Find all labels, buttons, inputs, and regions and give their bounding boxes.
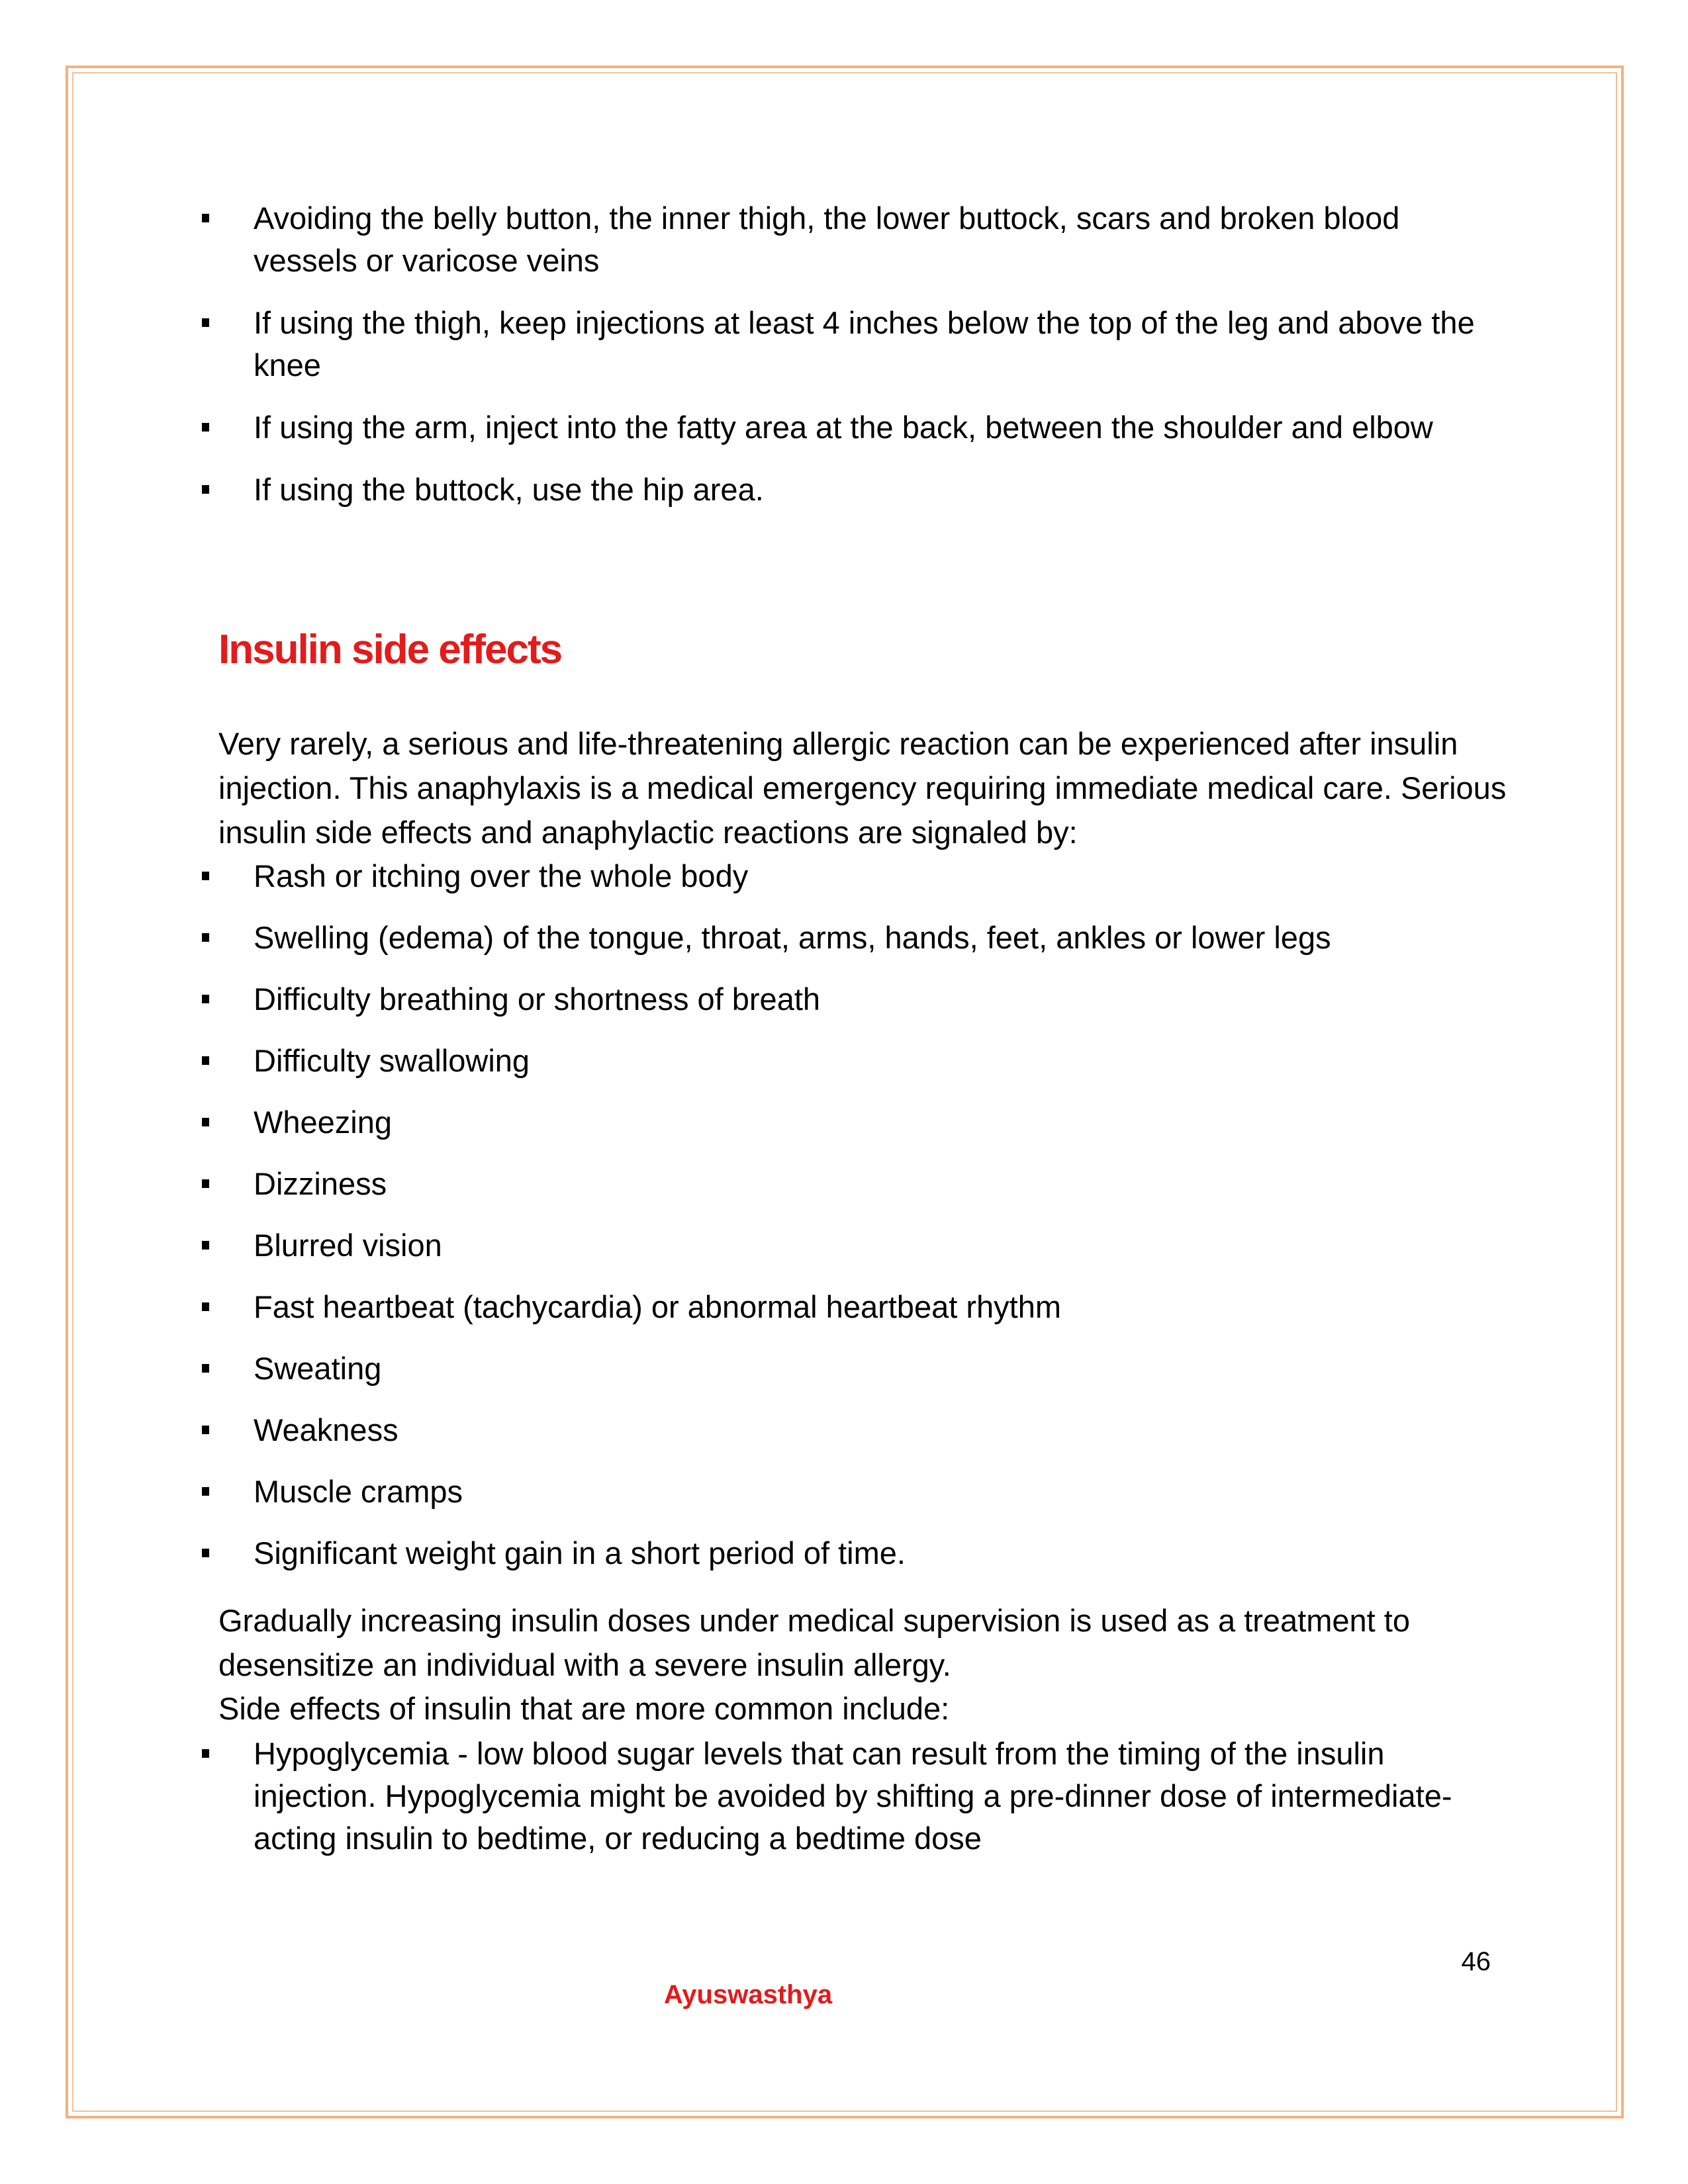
section-heading: Insulin side effects [218,627,562,672]
bullet-icon [202,1241,209,1250]
list-item [202,1532,1499,1574]
bullet-icon [202,318,209,327]
list-item-text: If using the thigh, keep injections at least 4 inches below the top of the leg and above the knee [254,305,1475,383]
list-item [202,197,1499,282]
footer-brand: Ayuswasthya [663,1980,833,2009]
bullet-icon [202,423,209,432]
list-item [202,1101,1499,1144]
bullet-icon [202,933,209,942]
bullet-icon [202,1487,209,1496]
bullet-icon [202,1749,209,1758]
list-item [202,302,1499,387]
list-item-text: Difficulty swallowing [254,1043,530,1078]
bullet-icon [202,1549,209,1557]
list-item [202,1286,1499,1328]
list-item [202,1040,1499,1082]
bullet-icon [202,1179,209,1188]
list-item-text: Weakness [254,1412,399,1447]
common-intro-paragraph: Side effects of insulin that are more common include: [218,1691,950,1726]
bullet-icon [202,995,209,1003]
desensitize-paragraph: Gradually increasing insulin doses under medical supervision is used as a treatment to desensitize an individual with a severe insulin allergy. [218,1603,1410,1682]
bullet-icon [202,1426,209,1434]
list-item [202,1471,1499,1513]
list-item [202,1733,1499,1860]
list-item-text: Rash or itching over the whole body [254,858,749,893]
list-item-text: Dizziness [254,1166,387,1201]
bullet-icon [202,485,209,494]
list-item-text: Significant weight gain in a short period of time. [254,1535,906,1570]
list-item-text: Muscle cramps [254,1474,463,1509]
bullet-icon [202,214,209,222]
list-item-text: Sweating [254,1351,382,1386]
list-item-text: Difficulty breathing or shortness of breath [254,981,821,1017]
list-item-text: Avoiding the belly button, the inner thigh, the lower buttock, scars and broken blood vessels or varicose veins [254,201,1400,278]
list-item [202,469,1499,511]
list-item-text: If using the arm, inject into the fatty area at the back, between the shoulder and elbow [254,410,1433,445]
bullet-icon [202,1364,209,1373]
list-item [202,1409,1499,1451]
bullet-icon [202,1056,209,1065]
list-item [202,1224,1499,1267]
list-item [202,917,1499,959]
bullet-icon [202,1118,209,1126]
list-item [202,406,1499,449]
common-side-effects-list [202,1733,1499,1860]
injection-site-list [202,197,1499,531]
list-item [202,855,1499,897]
bullet-icon [202,1302,209,1311]
list-item-text: If using the buttock, use the hip area. [254,472,764,507]
intro-paragraph: Very rarely, a serious and life-threatening allergic reaction can be experienced after insulin injection. This anaphylaxis is a medical emergency requiring immediate medical care. Serious insulin side effects and anaphylactic reactions are signaled by: [218,726,1507,850]
list-item-text: Blurred vision [254,1228,442,1263]
list-item-text: Fast heartbeat (tachycardia) or abnormal heartbeat rhythm [254,1289,1061,1324]
page-number: 46 [1461,1947,1491,1976]
list-item-text: Hypoglycemia - low blood sugar levels that can result from the timing of the insulin injection. Hypoglycemia might be avoided by shifting a pre-dinner dose of intermediate-acting insulin to bedtime, or reducing a bedtime dose [254,1736,1452,1856]
list-item [202,1163,1499,1205]
list-item [202,1347,1499,1390]
list-item [202,978,1499,1021]
symptom-list [202,855,1499,1594]
list-item-text: Swelling (edema) of the tongue, throat, arms, hands, feet, ankles or lower legs [254,920,1331,955]
bullet-icon [202,872,209,880]
list-item-text: Wheezing [254,1105,392,1140]
